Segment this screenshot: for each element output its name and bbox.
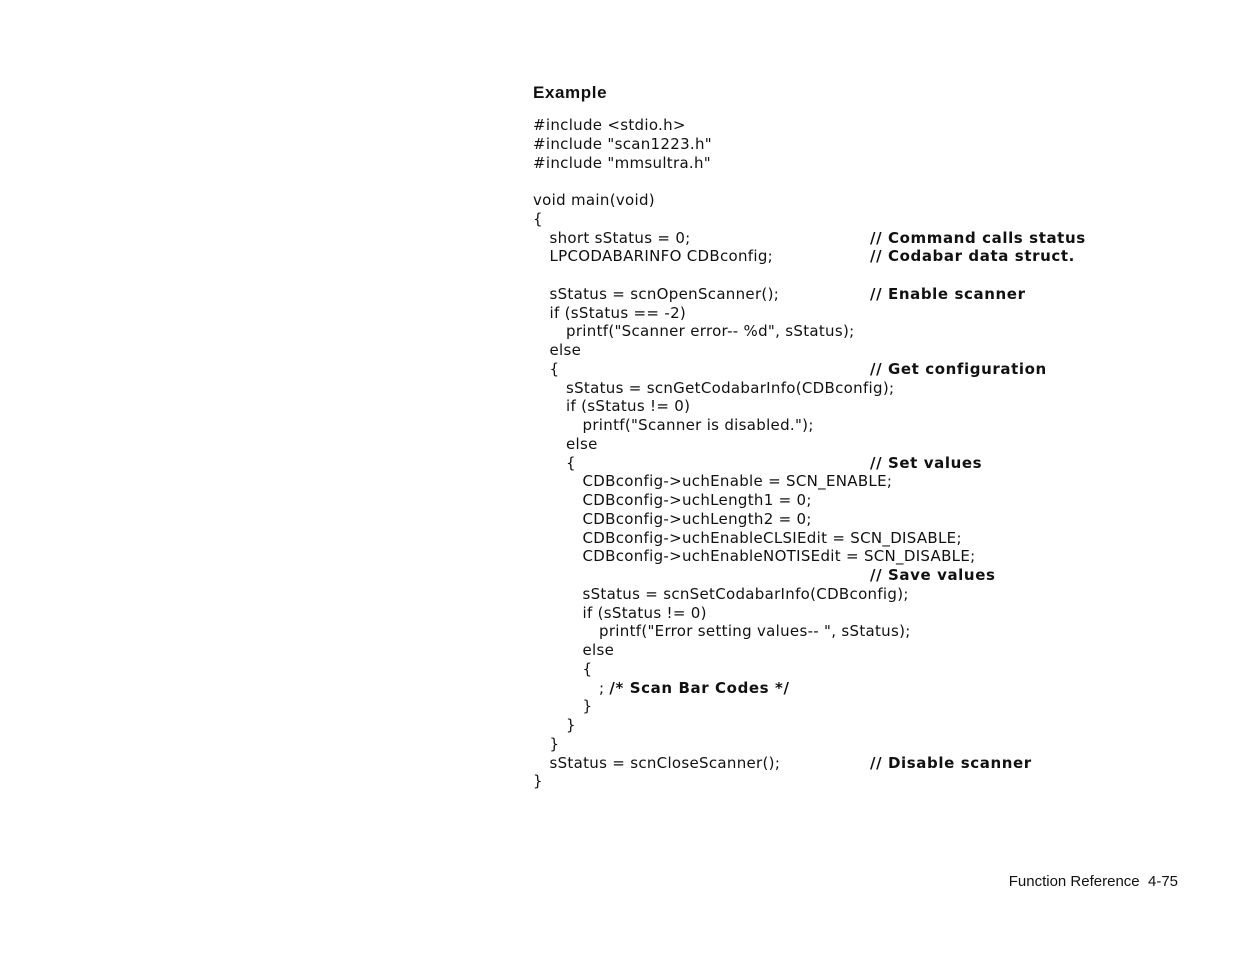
code-text: CDBconfig->uchEnable = SCN_ENABLE; bbox=[582, 472, 893, 491]
code-comment: // Disable scanner bbox=[870, 753, 1032, 772]
code-line bbox=[533, 754, 1183, 773]
code-line bbox=[533, 510, 1183, 529]
code-text: #include "mmsultra.h" bbox=[533, 153, 712, 172]
code-line bbox=[533, 360, 1183, 379]
code-text: printf("Error setting values-- ", sStatus); bbox=[599, 622, 911, 641]
code-text: { bbox=[566, 453, 576, 472]
code-line bbox=[533, 229, 1183, 248]
code-line bbox=[533, 210, 1183, 229]
code-line bbox=[533, 435, 1183, 454]
code-line bbox=[533, 397, 1183, 416]
code-line bbox=[533, 285, 1183, 304]
code-line bbox=[533, 641, 1183, 660]
code-line bbox=[533, 341, 1183, 360]
code-text: #include "scan1223.h" bbox=[533, 134, 712, 153]
code-listing bbox=[533, 116, 1183, 791]
code-line bbox=[533, 529, 1183, 548]
code-line bbox=[533, 472, 1183, 491]
code-text: if (sStatus != 0) bbox=[582, 603, 707, 622]
code-comment: // Command calls status bbox=[870, 228, 1086, 247]
code-text: else bbox=[549, 341, 582, 359]
code-line bbox=[533, 247, 1183, 266]
code-line bbox=[533, 622, 1183, 641]
code-line bbox=[533, 135, 1183, 154]
code-text: } bbox=[566, 716, 576, 734]
code-text: if (sStatus == -2) bbox=[549, 303, 687, 322]
code-line bbox=[533, 547, 1183, 566]
code-line bbox=[533, 266, 1183, 285]
code-line bbox=[533, 172, 1183, 191]
code-text: sStatus = scnOpenScanner(); bbox=[549, 284, 780, 303]
code-text: LPCODABARINFO CDBconfig; bbox=[549, 247, 774, 266]
code-text: else bbox=[566, 434, 598, 453]
code-comment: // Set values bbox=[870, 453, 983, 472]
code-text: sStatus = scnGetCodabarInfo(CDBconfig); bbox=[566, 378, 895, 397]
code-text: if (sStatus != 0) bbox=[566, 397, 691, 416]
code-line bbox=[533, 697, 1183, 716]
code-text: #include <stdio.h> bbox=[533, 116, 686, 134]
code-text: else bbox=[582, 641, 615, 659]
code-line bbox=[533, 566, 1183, 585]
code-text: } bbox=[549, 734, 560, 753]
code-line bbox=[533, 322, 1183, 341]
code-text: void main(void) bbox=[533, 191, 655, 209]
code-line bbox=[533, 454, 1183, 473]
code-text bbox=[599, 679, 790, 698]
code-comment: // Codabar data struct. bbox=[870, 247, 1075, 266]
code-comment: // Get configuration bbox=[870, 359, 1047, 378]
code-line bbox=[533, 772, 1183, 791]
code-line bbox=[533, 679, 1183, 698]
code-comment: /* Scan Bar Codes */ bbox=[609, 678, 790, 697]
code-statement: ; bbox=[599, 678, 610, 697]
code-line bbox=[533, 154, 1183, 173]
code-line bbox=[533, 379, 1183, 398]
code-text: CDBconfig->uchEnableNOTISEdit = SCN_DISABLE; bbox=[582, 547, 976, 566]
code-text: CDBconfig->uchEnableCLSIEdit = SCN_DISABLE; bbox=[582, 528, 962, 547]
code-text: } bbox=[533, 772, 543, 791]
code-line bbox=[533, 491, 1183, 510]
code-text: } bbox=[582, 697, 593, 716]
code-text: { bbox=[549, 359, 560, 378]
code-line bbox=[533, 585, 1183, 604]
code-line bbox=[533, 660, 1183, 679]
code-text: CDBconfig->uchLength1 = 0; bbox=[582, 491, 812, 509]
code-line bbox=[533, 735, 1183, 754]
code-text: CDBconfig->uchLength2 = 0; bbox=[582, 509, 812, 528]
code-line bbox=[533, 716, 1183, 735]
code-text: sStatus = scnCloseScanner(); bbox=[549, 753, 781, 772]
code-line bbox=[533, 416, 1183, 435]
code-line bbox=[533, 604, 1183, 623]
code-text: { bbox=[582, 659, 593, 678]
code-line bbox=[533, 191, 1183, 210]
code-line bbox=[533, 304, 1183, 323]
section-heading: Example bbox=[533, 83, 608, 102]
code-comment: // Enable scanner bbox=[870, 284, 1026, 303]
code-text: short sStatus = 0; bbox=[549, 228, 691, 247]
code-line bbox=[533, 116, 1183, 135]
code-text: printf("Scanner error-- %d", sStatus); bbox=[566, 322, 855, 341]
code-text: printf("Scanner is disabled."); bbox=[582, 416, 814, 434]
code-text: sStatus = scnSetCodabarInfo(CDBconfig); bbox=[582, 584, 909, 603]
code-text: { bbox=[533, 209, 543, 228]
page-footer: Function Reference 4-75 bbox=[1008, 873, 1178, 890]
code-comment: // Save values bbox=[870, 566, 996, 584]
